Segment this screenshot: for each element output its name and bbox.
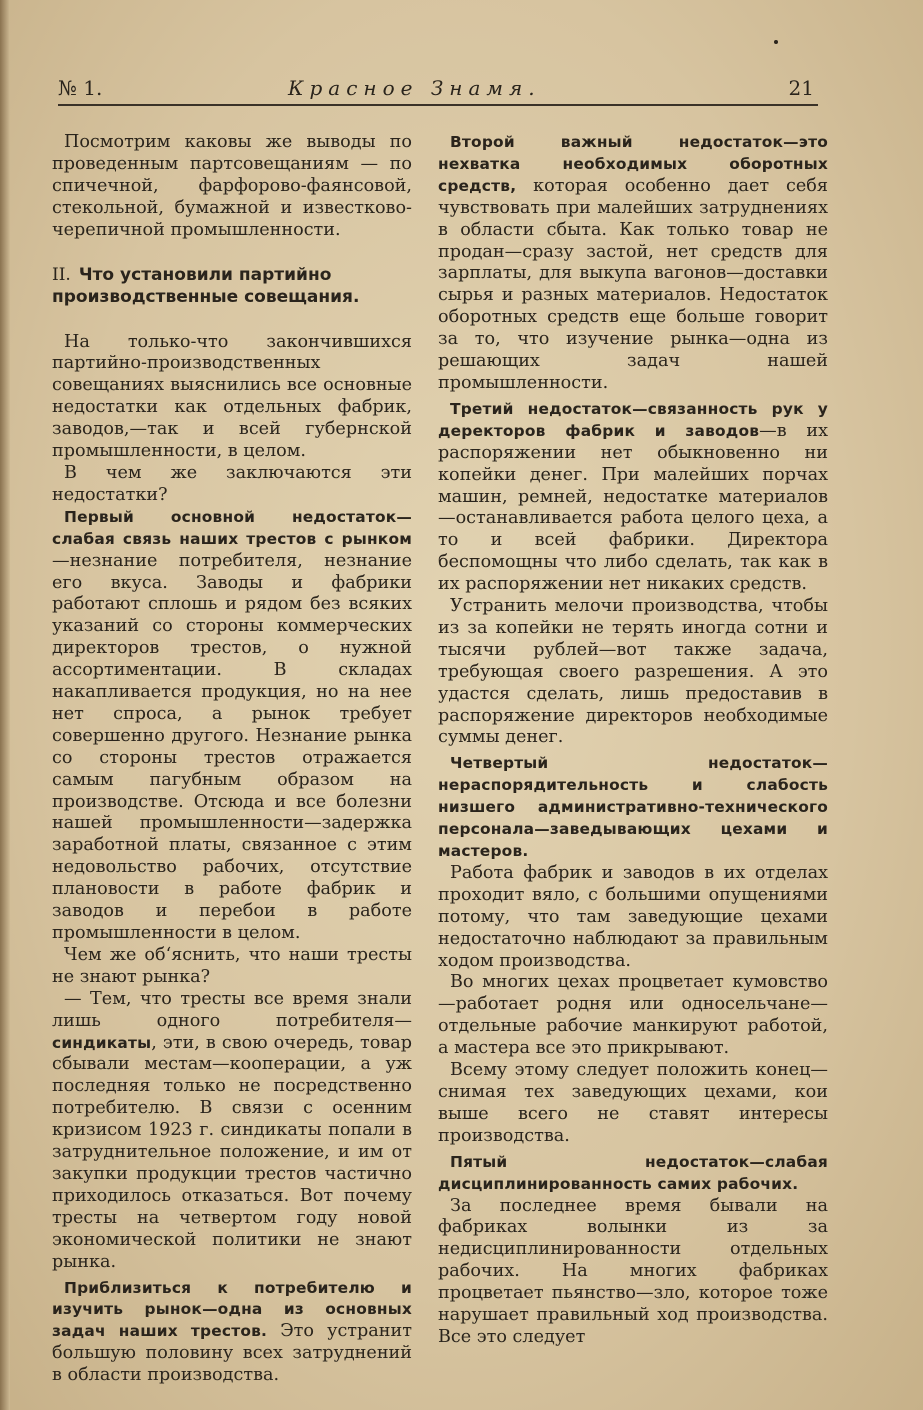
paragraph-text: , эти, в свою очередь, товар сбывали местам—кооперации, а уж последняя только не посредственно потребителю. В связи с осенним кризисом 1923 г. синдикаты попали в затруднительное положение, и им от закупки продукции трестов частично приходилось отказаться. Вот почему тресты на четвертом году новой экономической политики не знают рынка. — [52, 1032, 412, 1272]
paragraph: Чем же об‘яснить, что наши тресты не знают рынка? — [52, 944, 412, 987]
paragraph-lede: Приблизиться к потребителю и изучить рынок—одна из основных задач наших трестов. — [52, 1278, 412, 1341]
paragraph: За последнее время бывали на фабриках волынки из за недисциплинированности отдельных рабочих. На многих фабриках процветает пьянство—зло, которое тоже нарушает правильный ход производства. Все это следует — [438, 1195, 828, 1347]
paragraph-lede: Четвертый недостаток—нераспорядительность и слабость низшего административно-технического персонала—заведывающих цехами и мастеров. — [438, 754, 828, 860]
print-speck — [774, 40, 778, 44]
paragraph: Устранить мелочи производства, чтобы из за копейки не терять иногда сотни и тысячи рублей—вот также задача, требующая своего разрешения. А это удастся сделать, лишь предоставив в распоряжение директоров необходимые суммы денег. — [438, 596, 828, 748]
paragraph — [438, 1152, 828, 1196]
paragraph — [52, 507, 412, 945]
section-numeral: II. — [52, 264, 71, 285]
paragraph — [438, 753, 828, 863]
paragraph: На только-что закончившихся партийно-производственных совещаниях выяснились все основные недостатки как отдельных фабрик, заводов,—так и всей губернской промышленности, в целом. — [52, 331, 412, 462]
paragraph — [52, 989, 412, 1274]
paragraph: В чем же заключаются эти недостатки? — [52, 462, 412, 505]
bold-term: синдикаты — [52, 1033, 152, 1052]
paragraph-text: —в их распоряжении нет обыкновенно ни копейки денег. При малейших порчах машин, ремней, недостатке материалов—останавливается работа целого цеха, а то и всей фабрики. Директора беспомощны что либо сделать, так как в их распоряжении нет никаких средств. — [438, 420, 828, 595]
newspaper-title: Красное Знамя. — [288, 76, 541, 100]
paragraph-text: — Тем, что тресты все время знали лишь одного потребителя— — [52, 988, 412, 1031]
paragraph-text: которая особенно дает себя чувствовать при малейших затруднениях в области сбыта. Как только товар не продан—сразу застой, нет средств для зарплаты, для выкупа вагонов—доставки сырья и разных материалов. Недостаток оборотных средств еще больше говорит за то, что изучение рынка—одна из решающих задач нашей промышленности. — [438, 175, 828, 393]
paragraph — [52, 1278, 412, 1388]
intro-paragraph: Посмотрим каковы же выводы по проведенным партсовещаниям — по спичечной, фарфорово-фаянсовой, стекольной, бумажной и известково-черепичной промышленности. — [52, 132, 412, 240]
paragraph: Работа фабрик и заводов в их отделах проходит вяло, с большими опущениями потому, что там заведующие цехами недостаточно наблюдают за правильным ходом производства. — [438, 862, 828, 971]
section-heading — [52, 264, 412, 308]
paragraph: Всему этому следует положить конец—снимая тех заведующих цехами, кои выше всего не ставят интересы производства. — [438, 1060, 828, 1146]
paragraph-text: Это устранит большую половину всех затруднений в области производства. — [52, 1321, 412, 1386]
page-number: 21 — [788, 76, 814, 100]
section-title: Что установили партийно производственные совещания. — [52, 264, 360, 307]
paragraph — [438, 132, 828, 395]
paragraph-text: —незнание потребителя, незнание его вкуса. Заводы и фабрики работают сплошь и рядом без всяких указаний со стороны коммерческих директоров трестов, о нужной ассортиментации. В складах накапливается продукция, но на нее нет спроса, а рынок требует совершенно другого. Незнание рынка со стороны трестов отражается самым пагубным образом на производстве. Отсюда и все болезни нашей промышленности—задержка заработной платы, связанное с этим недовольство рабочих, отсутствие плановости в работе фабрик и заводов и перебои в работе промышленности в целом. — [52, 550, 412, 943]
issue-number: № 1. — [58, 76, 103, 100]
left-column — [52, 132, 412, 1387]
paragraph-lede: Третий недостаток—связанность рук у деректоров фабрик и заводов — [438, 399, 828, 440]
right-column — [438, 132, 828, 1349]
paragraph-lede: Второй важный недостаток—это нехватка необходимых оборотных средств, — [438, 133, 828, 195]
running-head — [58, 74, 818, 106]
page-edge — [0, 0, 10, 1410]
paragraph-lede: Пятый недостаток—слабая дисциплинированность самих рабочих. — [438, 1152, 828, 1193]
paragraph — [438, 399, 828, 596]
paragraph: Во многих цехах процветает кумовство—работает родня или односельчане—отдельные рабочие манкируют работой, а мастера все это прикрывают. — [438, 972, 828, 1059]
paragraph-lede: Первый основной недостаток—слабая связь наших трестов с рынком — [52, 507, 412, 548]
